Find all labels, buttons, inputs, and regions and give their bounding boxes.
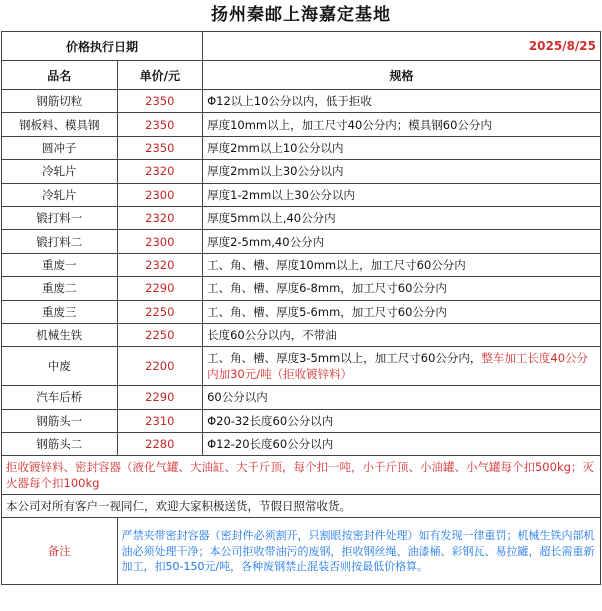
item-spec: 厚度1-2mm以上30公分以内 [203, 183, 601, 206]
spec-red: 整车加工长度40公分内加30元/吨（拒收镀锌料） [207, 351, 589, 382]
table-row [2, 206, 601, 229]
table-row [2, 230, 601, 253]
item-name: 圆冲子 [2, 136, 118, 159]
item-price: 2300 [117, 183, 203, 206]
header-price: 单价/元 [117, 61, 203, 90]
item-spec: 工、角、槽、厚度5-6mm，加工尺寸60公分内 [203, 300, 601, 323]
item-price: 2300 [117, 230, 203, 253]
item-name: 钢筋头二 [2, 433, 118, 456]
item-price: 2200 [117, 347, 203, 386]
item-spec: 厚度2-5mm,40公分内 [203, 230, 601, 253]
item-name: 机械生铁 [2, 323, 118, 346]
item-spec: 厚度5mm以上,40公分内 [203, 206, 601, 229]
item-name: 重废一 [2, 253, 118, 276]
item-spec: 厚度10mm以上，加工尺寸40公分内；模具钢60公分内 [203, 113, 601, 136]
header-row [2, 61, 601, 90]
table-row [2, 183, 601, 206]
item-name: 冷轧片 [2, 183, 118, 206]
table-row [2, 113, 601, 136]
item-spec: 工、角、槽、厚度10mm以上，加工尺寸60公分内 [203, 253, 601, 276]
sheet-title: 扬州秦邮上海嘉定基地 [211, 5, 391, 25]
item-price: 2310 [117, 409, 203, 432]
reject-note: 拒收镀锌料、密封容器（液化气罐、大油缸、大千斤顶，每个扣一吨，小千斤顶、小油罐、小气罐每个扣500kg；灭火器每个扣100kg [2, 456, 601, 495]
item-spec [203, 347, 601, 386]
item-price: 2350 [117, 113, 203, 136]
item-price: 2250 [117, 323, 203, 346]
header-name: 品名 [2, 61, 118, 90]
item-price: 2320 [117, 206, 203, 229]
date-label: 价格执行日期 [2, 32, 203, 61]
table-row [2, 347, 601, 386]
item-name: 重废三 [2, 300, 118, 323]
item-name: 钢筋切粒 [2, 90, 118, 113]
item-price: 2290 [117, 277, 203, 300]
item-spec: Φ12以上10公分以内，低于拒收 [203, 90, 601, 113]
item-name: 汽车后桥 [2, 386, 118, 409]
item-name: 冷轧片 [2, 160, 118, 183]
item-name: 中废 [2, 347, 118, 386]
table-row [2, 253, 601, 276]
reject-note-row [2, 456, 601, 495]
item-spec: 厚度2mm以上30公分以内 [203, 160, 601, 183]
item-name: 钢筋头一 [2, 409, 118, 432]
item-name: 钢板料、模具钢 [2, 113, 118, 136]
remark-row [2, 518, 601, 585]
item-price: 2350 [117, 90, 203, 113]
table-row [2, 409, 601, 432]
table-row [2, 136, 601, 159]
policy-note: 本公司对所有客户一视同仁，欢迎大家积极送货，节假日照常收货。 [2, 495, 601, 518]
table-row [2, 300, 601, 323]
date-value: 2025/8/25 [203, 32, 601, 61]
spec-plain: 工、角、槽、厚度3-5mm以上，加工尺寸60公分内， [207, 351, 482, 366]
item-price: 2320 [117, 253, 203, 276]
table-row [2, 386, 601, 409]
item-price: 2290 [117, 386, 203, 409]
item-name: 重废二 [2, 277, 118, 300]
item-name: 锻打料二 [2, 230, 118, 253]
item-name: 锻打料一 [2, 206, 118, 229]
item-price: 2320 [117, 160, 203, 183]
price-table [1, 31, 601, 585]
remark-text: 严禁夹带密封容器（密封件必须割开，只割眼按密封件处理）如有发现一律重罚；机械生铁内部机油必须处理干净；本公司拒收带油污的废钢，拒收钢丝绳、油漆桶、彩钢瓦、易拉罐，超长需重新加工，扣50-150元/吨，各种废钢禁止混装否则按最低价格算。 [117, 518, 600, 585]
policy-note-row [2, 495, 601, 518]
date-row [2, 32, 601, 61]
remark-label: 备注 [2, 518, 118, 585]
item-spec: 长度60公分以内，不带油 [203, 323, 601, 346]
table-row [2, 160, 601, 183]
table-row [2, 90, 601, 113]
item-spec: 工、角、槽、厚度6-8mm，加工尺寸60公分内 [203, 277, 601, 300]
item-price: 2250 [117, 300, 203, 323]
table-row [2, 323, 601, 346]
item-spec: 厚度2mm以上10公分以内 [203, 136, 601, 159]
table-row [2, 433, 601, 456]
item-price: 2350 [117, 136, 203, 159]
item-spec: Φ12-20长度60公分以内 [203, 433, 601, 456]
item-spec: Φ20-32长度60公分以内 [203, 409, 601, 432]
item-price: 2280 [117, 433, 203, 456]
table-row [2, 277, 601, 300]
header-spec: 规格 [203, 61, 601, 90]
item-spec: 60公分以内 [203, 386, 601, 409]
